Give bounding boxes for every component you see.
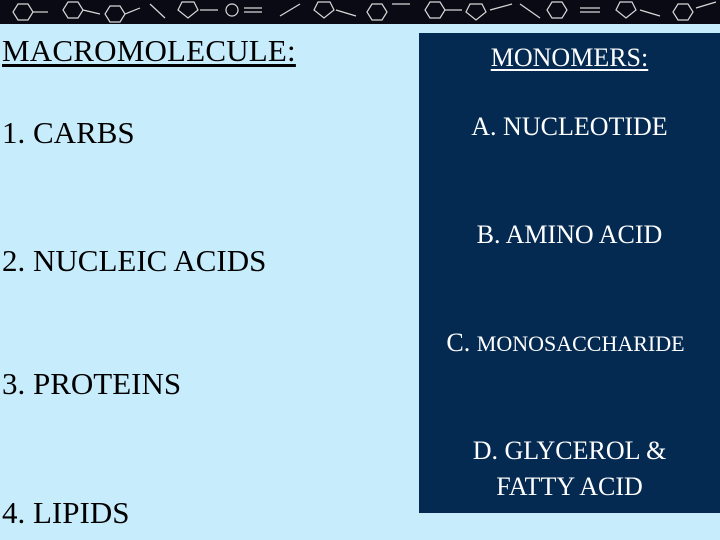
macromolecule-item-nucleic-acids: 2. NUCLEIC ACIDS xyxy=(2,243,267,278)
macromolecule-item-proteins: 3. PROTEINS xyxy=(2,366,182,401)
macromolecule-column xyxy=(0,24,420,540)
macromolecule-heading: MACROMOLECULE: xyxy=(2,33,296,68)
macromolecule-item-lipids: 4. LIPIDS xyxy=(2,495,130,530)
monomer-item-glycerol-line: D. GLYCEROL & xyxy=(472,436,667,465)
monomer-item-monosaccharide-label: MONOSACCHARIDE xyxy=(476,331,685,356)
monomer-item-monosaccharide-prefix: C. xyxy=(446,328,471,357)
monomers-heading: MONOMERS: xyxy=(490,43,649,72)
monomer-item-monosaccharide xyxy=(415,328,716,358)
monomer-item-glycerol-fatty-acid xyxy=(419,433,720,505)
macromolecule-item-carbs: 1. CARBS xyxy=(2,115,135,150)
monomer-item-nucleotide: A. NUCLEOTIDE xyxy=(471,112,668,141)
chemical-structures-decoration xyxy=(0,0,720,24)
monomer-item-amino-acid: B. AMINO ACID xyxy=(476,220,663,249)
monomers-panel xyxy=(419,33,720,513)
monomer-item-fatty-acid-line: FATTY ACID xyxy=(496,472,643,501)
header-decoration-band xyxy=(0,0,720,24)
